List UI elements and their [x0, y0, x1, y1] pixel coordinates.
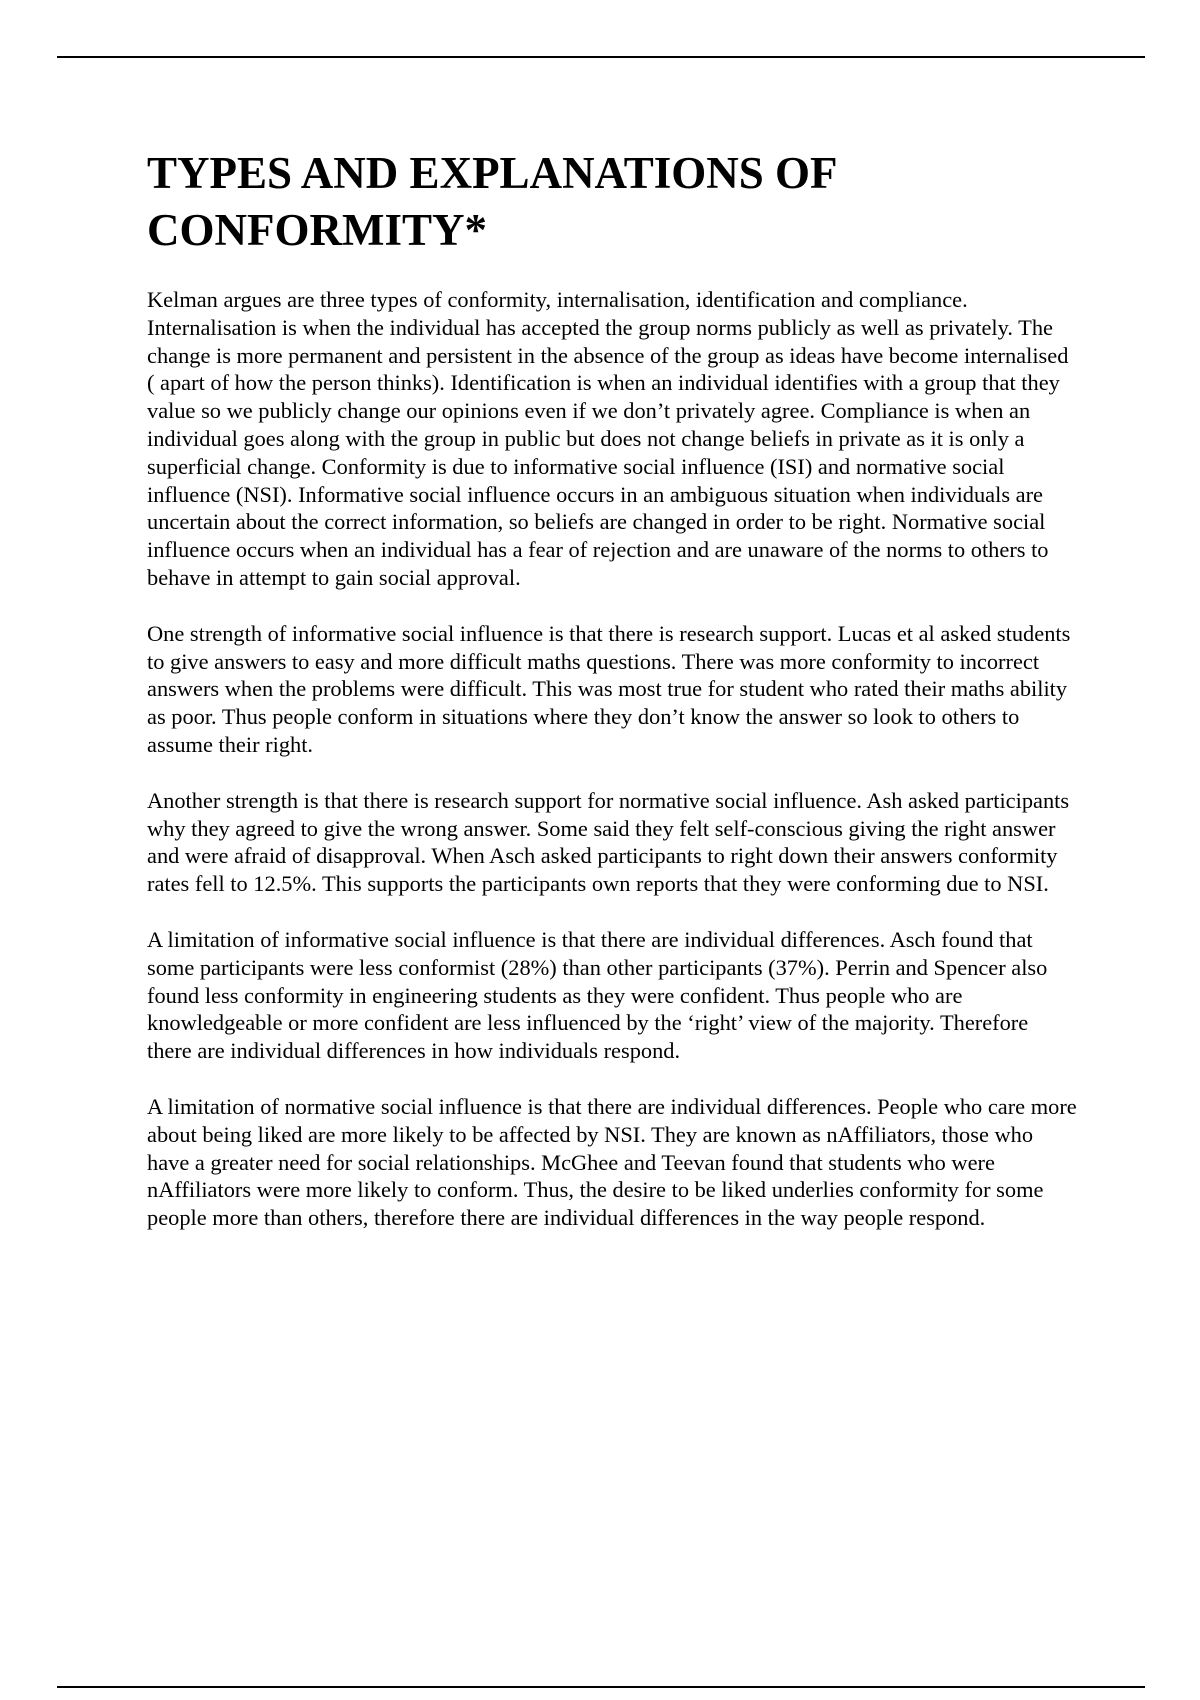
- top-divider: [57, 56, 1145, 58]
- paragraph-isi-limitation: A limitation of informative social influence is that there are individual differences. Asch found that some participants were less conformist (28%) than other participants (37%). Perrin and Spencer also found less conformity in engineering students as they were confident. Thus people who are knowledgeable or more confident are less influenced by the ‘right’ view of the majority. Therefore there are individual differences in how individuals respond.: [147, 926, 1048, 1064]
- document-title: TYPES AND EXPLANATIONS OF CONFORMITY*: [147, 148, 836, 255]
- document-body: [147, 145, 1077, 1232]
- paragraph-nsi-strength: Another strength is that there is research support for normative social influence. Ash asked participants why they agreed to give the wrong answer. Some said they felt self-conscious giving the right answer and were afraid of disapproval. When Asch asked participants to right down their answers conformity rates fell to 12.5%. This supports the participants own reports that they were conforming due to NSI.: [147, 787, 1070, 897]
- paragraph-nsi-limitation: A limitation of normative social influence is that there are individual differences. People who care more about being liked are more likely to be affected by NSI. They are known as nAffiliators, those who have a greater need for social relationships. McGhee and Teevan found that students who were nAffiliators were more likely to conform. Thus, the desire to be liked underlies conformity for some people more than others, therefore there are individual differences in the way people respond.: [147, 1093, 1077, 1231]
- bottom-divider: [57, 1686, 1145, 1688]
- paragraph-isi-strength: One strength of informative social influence is that there is research support. Lucas et al asked students to give answers to easy and more difficult maths questions. There was more conformity to incorrect answers when the problems were difficult. This was most true for student who rated their maths ability as poor. Thus people conform in situations where they don’t know the answer so look to others to assume their right.: [147, 620, 1071, 757]
- paragraph-types-of-conformity: Kelman argues are three types of conformity, internalisation, identification and compliance. Internalisation is when the individual has accepted the group norms publicly as well as privately. The change is more permanent and persistent in the absence of the group as ideas have become internalised ( apart of how the person thinks). Identification is when an individual identifies with a group that they value so we publicly change our opinions even if we don’t privately agree. Compliance is when an individual goes along with the group in public but does not change beliefs in private as it is only a superficial change. Conformity is due to informative social influence (ISI) and normative social influence (NSI). Informative social influence occurs in an ambiguous situation when individuals are uncertain about the correct information, so beliefs are changed in order to be right. Normative social influence occurs when an individual has a fear of rejection and are unaware of the norms to others to behave in attempt to gain social approval.: [147, 287, 1069, 590]
